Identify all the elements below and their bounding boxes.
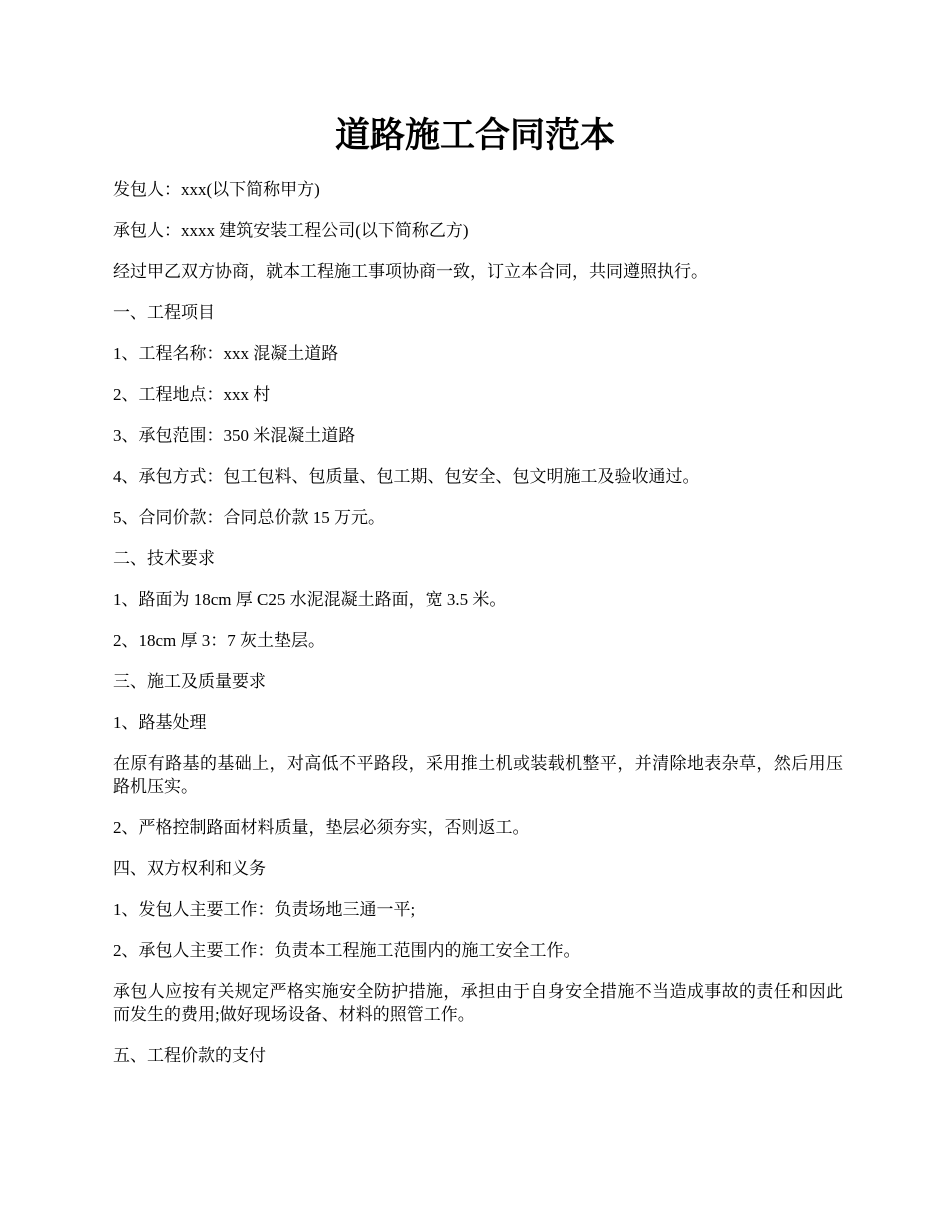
paragraph-item: 2、承包人主要工作：负责本工程施工范围内的施工安全工作。	[113, 941, 581, 960]
paragraph-item: 4、承包方式：包工包料、包质量、包工期、包安全、包文明施工及验收通过。	[113, 467, 700, 486]
paragraph-item: 2、严格控制路面材料质量，垫层必须夯实，否则返工。	[113, 818, 530, 837]
paragraph-item: 5、合同价款：合同总价款 15 万元。	[113, 508, 385, 527]
paragraph-item: 2、工程地点：xxx 村	[113, 385, 271, 404]
paragraph-item: 3、承包范围：350 米混凝土道路	[113, 426, 356, 445]
section-heading-5: 五、工程价款的支付	[113, 1046, 266, 1065]
document-title: 道路施工合同范本	[334, 115, 615, 156]
section-heading-1: 一、工程项目	[113, 303, 215, 322]
paragraph-item: 1、工程名称：xxx 混凝土道路	[113, 344, 339, 363]
paragraph-body: 承包人应按有关规定严格实施安全防护措施，承担由于自身安全措施不当造成事故的责任和因此而发生的费用;做好现场设备、材料的照管工作。	[113, 982, 843, 1024]
paragraph-item: 1、发包人主要工作：负责场地三通一平;	[113, 900, 416, 919]
paragraph-contractor: 承包人：xxxx 建筑安装工程公司(以下简称乙方)	[113, 221, 469, 240]
paragraph-body: 在原有路基的基础上，对高低不平路段，采用推土机或装载机整平，并清除地表杂草，然后用压路机压实。	[113, 754, 843, 796]
paragraph-item: 1、路面为 18cm 厚 C25 水泥混凝土路面，宽 3.5 米。	[113, 590, 507, 609]
paragraph-item: 1、路基处理	[113, 713, 207, 732]
section-heading-4: 四、双方权利和义务	[113, 859, 266, 878]
paragraph-item: 2、18cm 厚 3：7 灰土垫层。	[113, 631, 326, 650]
document-body	[113, 178, 843, 1085]
paragraph-employer: 发包人：xxx(以下简称甲方)	[113, 180, 320, 199]
section-heading-2: 二、技术要求	[113, 549, 215, 568]
section-heading-3: 三、施工及质量要求	[113, 672, 266, 691]
paragraph-preamble: 经过甲乙双方协商，就本工程施工事项协商一致，订立本合同，共同遵照执行。	[113, 262, 708, 281]
